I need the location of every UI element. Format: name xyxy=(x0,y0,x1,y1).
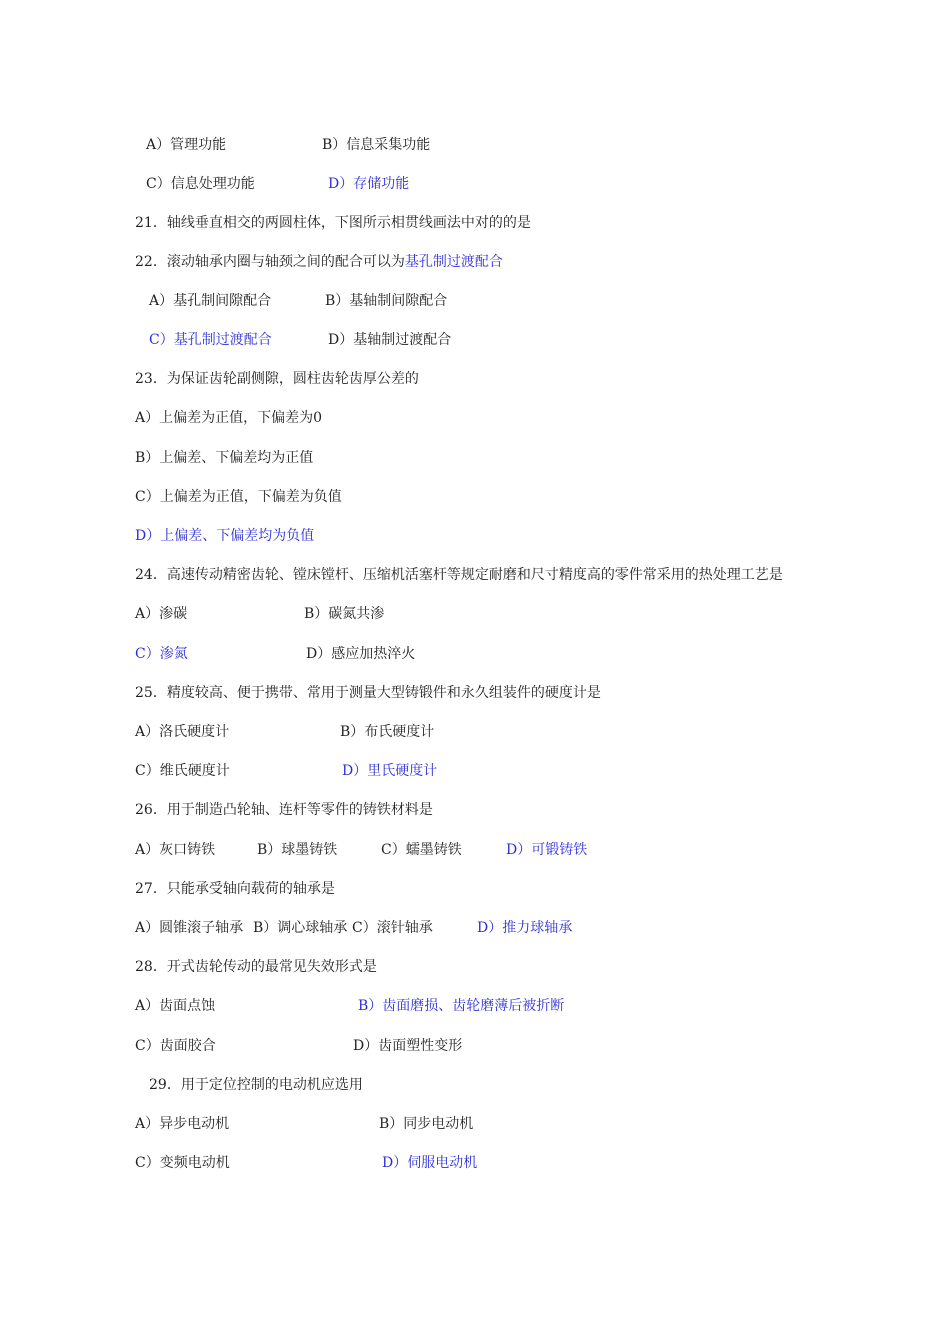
q28-stem: 28．开式齿轮传动的最常见失效形式是 xyxy=(135,959,377,975)
q21-stem: 21．轴线垂直相交的两圆柱体，下图所示相贯线画法中对的的是 xyxy=(135,215,531,231)
q23-option-c: C）上偏差为正值，下偏差为负值 xyxy=(135,489,342,505)
q22-stem-text: 22．滚动轴承内圈与轴颈之间的配合可以为 xyxy=(135,254,405,270)
q29-option-d-answer: D）伺服电动机 xyxy=(382,1155,478,1171)
q24-option-a: A）渗碳 xyxy=(135,606,188,622)
q27-stem: 27．只能承受轴向载荷的轴承是 xyxy=(135,881,335,897)
q26-stem: 26．用于制造凸轮轴、连杆等零件的铸铁材料是 xyxy=(135,802,433,818)
q28-option-b-answer: B）齿面磨损、齿轮磨薄后被折断 xyxy=(358,998,565,1014)
q26-option-c: C）蠕墨铸铁 xyxy=(381,842,462,858)
q26-option-b: B）球墨铸铁 xyxy=(257,842,338,858)
q22-stem-answer: 基孔制过渡配合 xyxy=(404,254,503,270)
q24-stem: 24．高速传动精密齿轮、镗床镗杆、压缩机活塞杆等规定耐磨和尺寸精度高的零件常采用的热处理工艺是 xyxy=(135,567,783,583)
q23-option-d-answer: D）上偏差、下偏差均为负值 xyxy=(135,528,315,544)
q23-option-b: B）上偏差、下偏差均为正值 xyxy=(135,450,314,466)
q20-option-c: C）信息处理功能 xyxy=(146,176,255,192)
q29-option-c: C）变频电动机 xyxy=(135,1155,230,1171)
q25-option-b: B）布氏硬度计 xyxy=(340,724,435,740)
q29-option-b: B）同步电动机 xyxy=(379,1116,474,1132)
q20-option-d-answer: D）存储功能 xyxy=(328,176,410,192)
q24-option-d: D）感应加热淬火 xyxy=(306,646,416,662)
q22-option-c-answer: C）基孔制过渡配合 xyxy=(149,332,272,348)
q24-option-b: B）碳氮共渗 xyxy=(304,606,385,622)
q22-option-a: A）基孔制间隙配合 xyxy=(149,293,272,309)
q20-option-a: A）管理功能 xyxy=(146,137,227,153)
q25-option-c: C）维氏硬度计 xyxy=(135,763,230,779)
q27-option-a: A）圆锥滚子轴承 xyxy=(135,920,244,936)
q23-stem: 23．为保证齿轮副侧隙，圆柱齿轮齿厚公差的 xyxy=(135,371,419,387)
q23-option-a: A）上偏差为正值，下偏差为0 xyxy=(135,410,323,426)
q27-option-c: C）滚针轴承 xyxy=(352,920,433,936)
q22-option-b: B）基轴制间隙配合 xyxy=(325,293,448,309)
q25-option-a: A）洛氏硬度计 xyxy=(135,724,230,740)
q20-option-b: B）信息采集功能 xyxy=(322,137,431,153)
q27-option-b: B）调心球轴承 xyxy=(253,920,348,936)
q26-option-d-answer: D）可锻铸铁 xyxy=(506,842,588,858)
q28-option-a: A）齿面点蚀 xyxy=(135,998,216,1014)
q28-option-c: C）齿面胶合 xyxy=(135,1038,216,1054)
q29-option-a: A）异步电动机 xyxy=(135,1116,230,1132)
q25-stem: 25．精度较高、便于携带、常用于测量大型铸锻件和永久组装件的硬度计是 xyxy=(135,685,601,701)
q24-option-c-answer: C）渗氮 xyxy=(135,646,188,662)
q27-option-d-answer: D）推力球轴承 xyxy=(477,920,573,936)
q29-stem: 29．用于定位控制的电动机应选用 xyxy=(149,1077,363,1093)
q22-option-d: D）基轴制过渡配合 xyxy=(328,332,452,348)
q28-option-d: D）齿面塑性变形 xyxy=(353,1038,463,1054)
q22-stem xyxy=(135,253,503,271)
q26-option-a: A）灰口铸铁 xyxy=(135,842,216,858)
q25-option-d-answer: D）里氏硬度计 xyxy=(342,763,438,779)
